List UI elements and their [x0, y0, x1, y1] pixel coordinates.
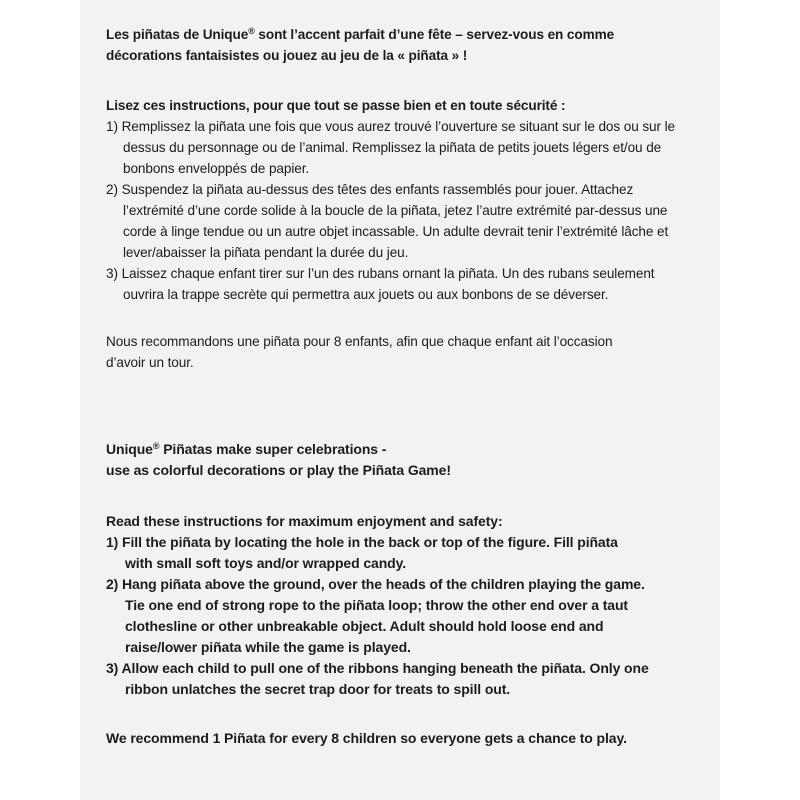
english-intro — [106, 439, 706, 481]
french-instructions-heading: Lisez ces instructions, pour que tout se passe bien et en toute sécurité : — [106, 98, 566, 113]
english-step-1-line-2: with small soft toys and/or wrapped candy. — [125, 555, 407, 571]
english-step-3-line-1: 3) Allow each child to pull one of the ribbons hanging beneath the piñata. Only one — [106, 660, 649, 676]
french-step-2-line-4: lever/abaisser la piñata pendant la durée du jeu. — [123, 245, 409, 260]
english-step-2-line-3: clothesline or other unbreakable object. Adult should hold loose end and — [125, 618, 604, 634]
french-intro-line-1: Les piñatas de Unique® sont l’accent parfait d’une fête – servez-vous en comme — [106, 26, 615, 42]
french-step-1-line-2: dessus du personnage ou de l’animal. Remplissez la piñata de petits jouets légers et/ou de — [123, 140, 662, 155]
french-recommendation-line-2: d’avoir un tour. — [106, 355, 194, 370]
french-intro-line-2: décorations fantaisistes ou jouez au jeu de la « piñata » ! — [106, 48, 468, 63]
french-step-3-line-1: 3) Laissez chaque enfant tirer sur l’un des rubans ornant la piñata. Un des rubans seulement — [106, 266, 655, 281]
french-step-3-line-2: ouvrira la trappe secrète qui permettra aux jouets ou aux bonbons de se déverser. — [123, 287, 609, 302]
french-step-2-line-1: 2) Suspendez la piñata au-dessus des têtes des enfants rassemblés pour jouer. Attachez — [106, 182, 634, 197]
french-recommendation — [106, 331, 706, 373]
french-intro — [106, 24, 706, 66]
english-step-2-line-2: Tie one end of strong rope to the piñata loop; throw the other end over a taut — [125, 597, 628, 613]
english-intro-line-2: use as colorful decorations or play the Piñata Game! — [106, 462, 451, 478]
english-step-1-line-1: 1) Fill the piñata by locating the hole in the back or top of the figure. Fill piñata — [106, 534, 618, 550]
english-step-3-line-2: ribbon unlatches the secret trap door for treats to spill out. — [125, 681, 511, 697]
french-step-2-line-2: l’extrémité d’une corde solide à la boucle de la piñata, jetez l’autre extrémité par-dessus une — [123, 203, 668, 218]
english-instructions-heading: Read these instructions for maximum enjoyment and safety: — [106, 513, 503, 529]
english-instructions — [106, 511, 706, 700]
english-step-2-line-4: raise/lower piñata while the game is played. — [125, 639, 411, 655]
french-step-2-line-3: corde à linge tendue ou un autre objet incassable. Un adulte devrait tenir l’extrémité lâche et — [123, 224, 669, 239]
french-step-1-line-1: 1) Remplissez la piñata une fois que vous aurez trouvé l’ouverture se situant sur le dos ou sur le — [106, 119, 675, 134]
french-recommendation-line-1: Nous recommandons une piñata pour 8 enfants, afin que chaque enfant ait l’occasion — [106, 334, 613, 349]
english-step-2-line-1: 2) Hang piñata above the ground, over the heads of the children playing the game. — [106, 576, 645, 592]
french-step-1-line-3: bonbons enveloppés de papier. — [123, 161, 310, 176]
english-intro-line-1: Unique® Piñatas make super celebrations - — [106, 441, 387, 457]
english-recommendation — [106, 728, 706, 749]
french-instructions — [106, 95, 706, 305]
english-recommendation-line: We recommend 1 Piñata for every 8 children so everyone gets a chance to play. — [106, 730, 627, 746]
